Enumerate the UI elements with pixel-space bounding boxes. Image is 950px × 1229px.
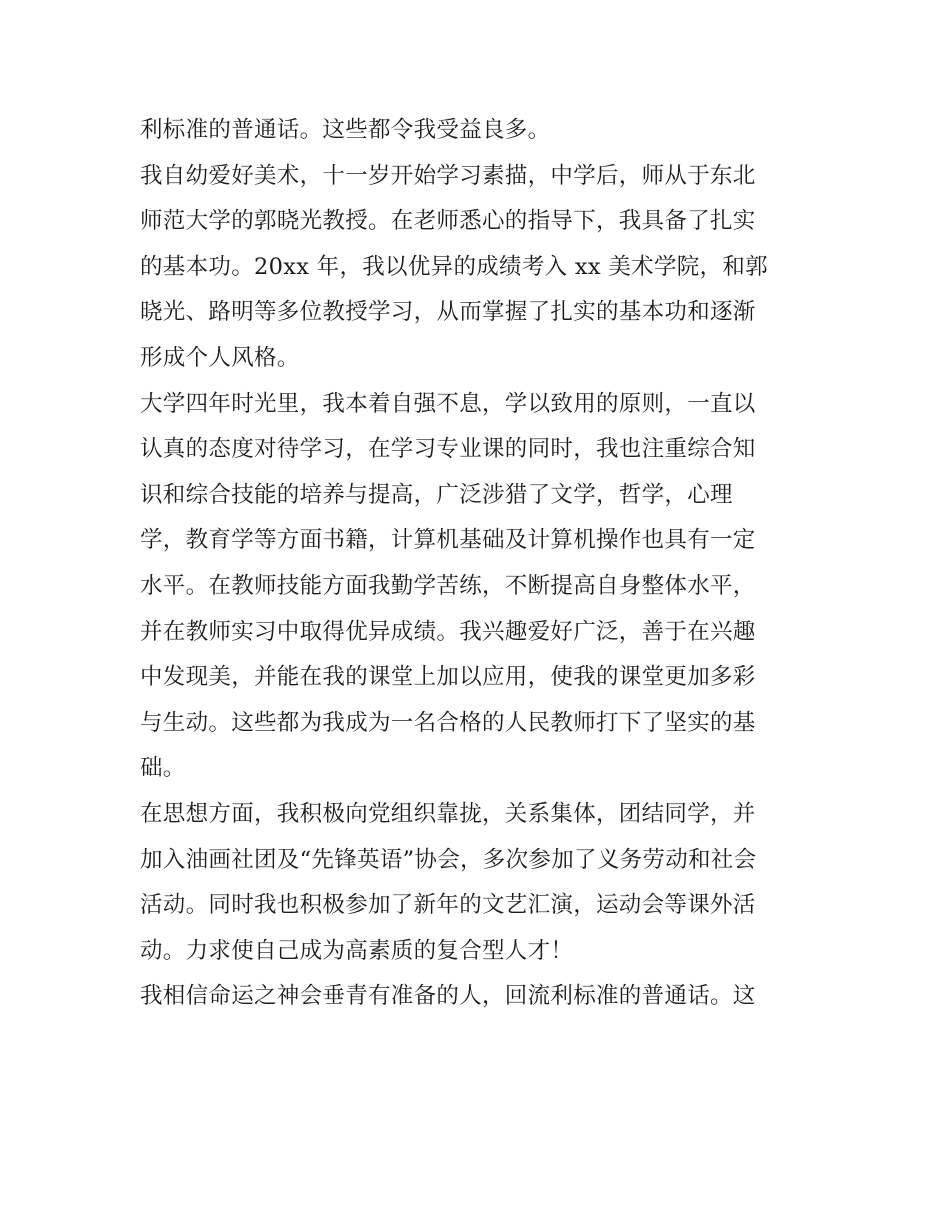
text-line: 晓光、路明等多位教授学习，从而掌握了扎实的基本功和逐渐	[140, 299, 756, 326]
text-line: 中发现美，并能在我的课堂上加以应用，使我的课堂更加多彩	[140, 664, 756, 691]
text-line: 我相信命运之神会垂青有准备的人，回流利标准的普通话。这	[140, 983, 756, 1010]
text-line: 并在教师实习中取得优异成绩。我兴趣爱好广泛，善于在兴趣	[140, 618, 756, 645]
text-line: 大学四年时光里，我本着自强不息，学以致用的原则，一直以	[140, 390, 756, 417]
text-line: 础。	[140, 755, 186, 782]
text-line: 在思想方面，我积极向党组织靠拢，关系集体，团结同学，并	[140, 800, 756, 827]
document-body	[140, 108, 820, 1020]
text-line: 认真的态度对待学习，在学习专业课的同时，我也注重综合知	[140, 436, 756, 463]
text-line: 动。力求使自己成为高素质的复合型人才！	[140, 937, 574, 964]
text-line: 形成个人风格。	[140, 344, 300, 371]
text-line: 与生动。这些都为我成为一名合格的人民教师打下了坚实的基	[140, 709, 756, 736]
text-line: 学，教育学等方面书籍，计算机基础及计算机操作也具有一定	[140, 527, 756, 554]
text-line: 利标准的普通话。这些都令我受益良多。	[140, 117, 551, 143]
text-line: 的基本功。20xx 年，我以优异的成绩考入 xx 美术学院，和郭	[140, 253, 768, 280]
text-line: 水平。在教师技能方面我勤学苦练，不断提高自身整体水平，	[140, 572, 756, 599]
text-line: 加入油画社团及“先锋英语”协会，多次参加了义务劳动和社会	[140, 846, 757, 873]
text-line: 我自幼爱好美术，十一岁开始学习素描，中学后，师从于东北	[140, 162, 756, 189]
text-line: 师范大学的郭晓光教授。在老师悉心的指导下，我具备了扎实	[140, 208, 756, 235]
text-line: 活动。同时我也积极参加了新年的文艺汇演，运动会等课外活	[140, 892, 756, 919]
text-line: 识和综合技能的培养与提高，广泛涉猎了文学，哲学，心理	[140, 481, 733, 508]
